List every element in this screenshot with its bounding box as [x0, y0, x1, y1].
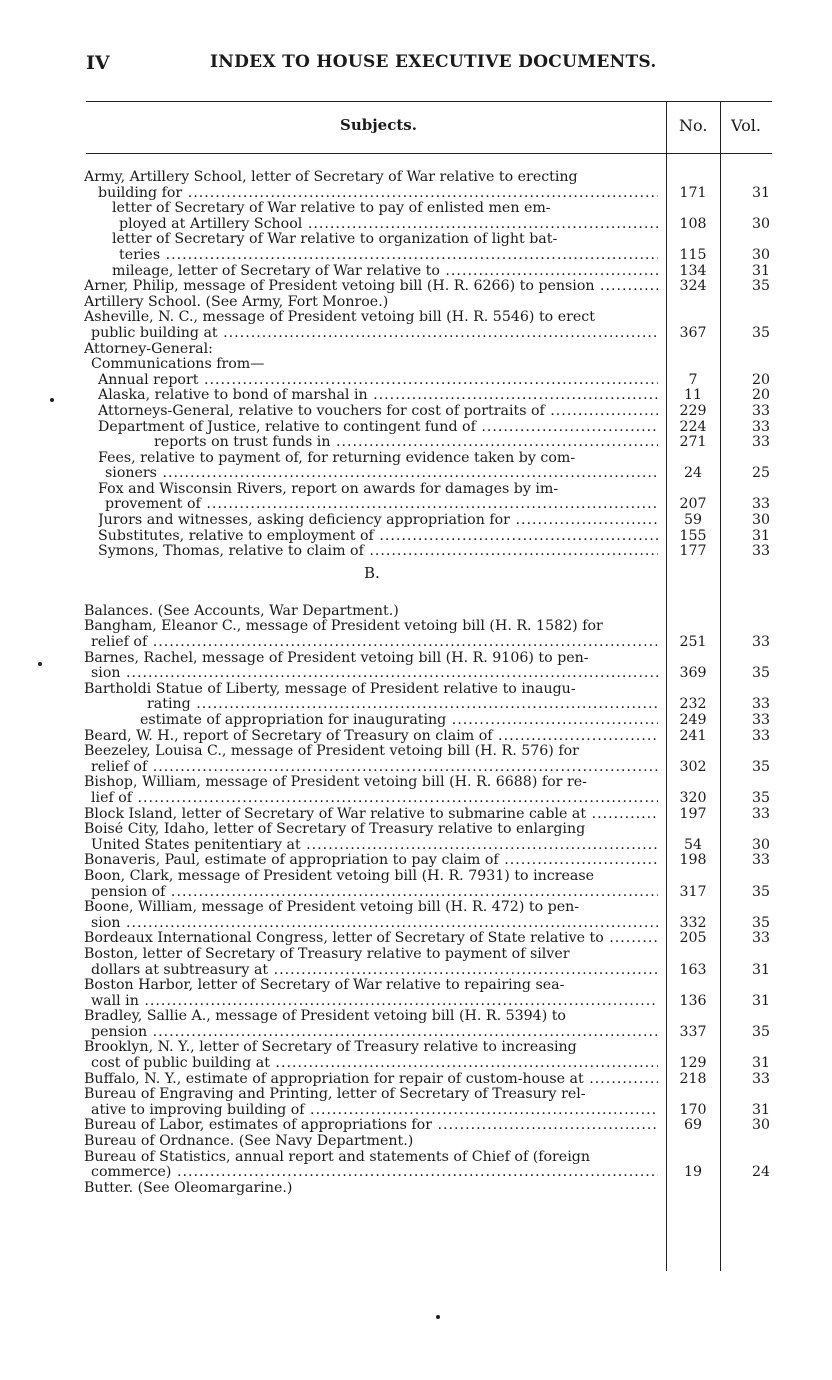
entry-text: Beard, W. H., report of Secretary of Treasury on claim of .....: [84, 729, 658, 745]
index-line: [84, 651, 774, 667]
document-number: 317: [679, 883, 707, 900]
entry-text: Jurors and witnesses, asking deficiency appropriation for .....: [98, 513, 658, 529]
index-line: [84, 529, 774, 545]
top-rule: [86, 101, 772, 102]
volume-number: 33: [751, 634, 771, 651]
entry-text: Bureau of Ordnance. (See Navy Department.): [84, 1134, 414, 1150]
index-line: [84, 1150, 774, 1166]
entry-text: Butter. (See Oleomargarine.): [84, 1180, 293, 1196]
index-line: [84, 791, 774, 807]
entry-text: dollars at subtreasury at .....: [91, 963, 658, 979]
volume-number: 35: [751, 324, 771, 341]
section-heading: [84, 560, 774, 590]
volume-number: 33: [751, 805, 771, 822]
entry-text: Boston, letter of Secretary of Treasury relative to payment of silver: [84, 946, 570, 962]
entry-text: mileage, letter of Secretary of War relative to .....: [112, 264, 658, 280]
entry-text: Department of Justice, relative to contingent fund of .....: [98, 420, 658, 436]
entry-text: building for .....: [98, 186, 658, 202]
margin-dot: [436, 1315, 440, 1319]
entry-text: Annual report .....: [98, 373, 658, 389]
index-line: [84, 342, 774, 358]
entry-text: Bordeaux International Congress, letter of Secretary of State relative to .....: [84, 931, 658, 947]
volume-number: 33: [751, 930, 771, 947]
volume-number: 33: [751, 496, 771, 513]
index-line: [84, 760, 774, 776]
volume-number: 31: [751, 961, 771, 978]
index-line: [84, 853, 774, 869]
index-line: [84, 1165, 774, 1181]
index-line: [84, 279, 774, 295]
volume-number: 33: [751, 712, 771, 728]
entry-text: letter of Secretary of War relative to organization of light bat-: [112, 232, 558, 248]
index-line: [84, 248, 774, 264]
index-line: [84, 1134, 774, 1150]
index-line: [84, 931, 774, 947]
entry-text: Bangham, Eleanor C., message of President vetoing bill (H. R. 1582) for: [84, 619, 603, 635]
volume-number: 30: [751, 1117, 771, 1134]
entry-text: Bonaveris, Paul, estimate of appropriation to pay claim of .....: [84, 853, 658, 869]
document-number: 271: [679, 434, 707, 451]
document-number: 229: [679, 402, 707, 419]
vol-column-header: Vol.: [731, 116, 761, 135]
volume-number: 31: [751, 262, 771, 279]
volume-number: 33: [751, 852, 771, 869]
document-number: 155: [679, 527, 707, 544]
index-line: [84, 1087, 774, 1103]
entry-text: Bradley, Sallie A., message of President vetoing bill (H. R. 5394) to: [84, 1009, 566, 1025]
index-line: [84, 713, 774, 729]
index-line: [84, 1118, 774, 1134]
index-line: [84, 869, 774, 885]
index-line: [84, 838, 774, 854]
index-line: [84, 497, 774, 513]
index-line: [84, 963, 774, 979]
document-number: 332: [679, 914, 707, 931]
entry-text: Symons, Thomas, relative to claim of .....: [98, 544, 658, 560]
document-number: 369: [679, 665, 707, 682]
volume-number: 33: [751, 402, 771, 419]
document-number: 136: [679, 992, 707, 1009]
document-number: 249: [679, 712, 707, 728]
entry-text: Attorneys-General, relative to vouchers for cost of portraits of .....: [98, 404, 658, 420]
entry-text: Asheville, N. C., message of President vetoing bill (H. R. 5546) to erect: [84, 310, 595, 326]
index-line: [84, 1072, 774, 1088]
document-number: 59: [683, 512, 703, 529]
volume-number: 33: [751, 696, 771, 713]
index-line: [84, 466, 774, 482]
entry-text: Bartholdi Statue of Liberty, message of President relative to inaugu-: [84, 681, 576, 697]
volume-number: 31: [751, 184, 771, 201]
entry-text: Block Island, letter of Secretary of War relative to submarine cable at .....: [84, 807, 658, 823]
entry-text: Alaska, relative to bond of marshal in .....: [98, 388, 658, 404]
entry-text: pension .....: [91, 1025, 658, 1041]
entry-text: United States penitentiary at .....: [91, 838, 658, 854]
volume-number: 31: [751, 1055, 771, 1072]
index-line: [84, 1025, 774, 1041]
no-column-header: No.: [679, 116, 708, 135]
document-number: 320: [679, 789, 707, 806]
volume-number: 35: [751, 789, 771, 806]
document-number: 115: [679, 246, 707, 263]
entry-text: Bureau of Engraving and Printing, letter of Secretary of Treasury rel-: [84, 1087, 586, 1103]
volume-number: 33: [751, 727, 771, 744]
index-line: [84, 451, 774, 467]
document-number: 24: [683, 465, 703, 482]
index-line: [84, 604, 774, 620]
entry-text: sioners .....: [105, 466, 658, 482]
document-number: 198: [679, 852, 707, 869]
volume-number: 30: [751, 215, 771, 232]
index-line: [84, 310, 774, 326]
entry-text: wall in .....: [91, 994, 658, 1010]
index-line: [84, 217, 774, 233]
header-bottom-rule: [86, 153, 772, 154]
volume-number: 33: [751, 418, 771, 435]
entry-text: ative to improving building of .....: [91, 1103, 658, 1119]
index-line: [84, 404, 774, 420]
volume-number: 35: [751, 665, 771, 682]
entry-text: ployed at Artillery School .....: [119, 217, 658, 233]
index-line: [84, 682, 774, 698]
document-number: 134: [679, 262, 707, 279]
entry-text: Artillery School. (See Army, Fort Monroe.): [84, 294, 389, 310]
entry-text: sion .....: [91, 666, 658, 682]
volume-number: 30: [751, 246, 771, 263]
index-line: [84, 513, 774, 529]
entry-text: Beezeley, Louisa C., message of President vetoing bill (H. R. 576) for: [84, 744, 579, 760]
document-number: 251: [679, 634, 707, 651]
document-number: 129: [679, 1055, 707, 1072]
volume-number: 33: [751, 434, 771, 451]
entry-text: Boone, William, message of President vetoing bill (H. R. 472) to pen-: [84, 900, 580, 916]
index-line: [84, 900, 774, 916]
document-number: 224: [679, 418, 707, 435]
document-number: 7: [688, 371, 698, 388]
document-number: 197: [679, 805, 707, 822]
document-number: 108: [679, 215, 707, 232]
volume-number: 30: [751, 836, 771, 853]
entry-text: Army, Artillery School, letter of Secretary of War relative to erecting: [84, 170, 578, 185]
entry-text: Buffalo, N. Y., estimate of appropriation for repair of custom-house at .....: [84, 1072, 658, 1088]
index-line: [84, 232, 774, 248]
margin-dot: [50, 398, 54, 402]
index-line: [84, 885, 774, 901]
index-line: [84, 619, 774, 635]
entry-text: reports on trust funds in .....: [154, 435, 658, 451]
entry-text: lief of .....: [91, 791, 658, 807]
page-number: IV: [86, 52, 110, 74]
index-line: [84, 822, 774, 838]
document-number: 302: [679, 758, 707, 775]
index-line: [84, 170, 774, 186]
document-number: 170: [679, 1101, 707, 1118]
volume-number: 31: [751, 1101, 771, 1118]
volume-number: 35: [751, 914, 771, 931]
index-line: [84, 729, 774, 745]
volume-number: 30: [751, 512, 771, 529]
document-number: 337: [679, 1023, 707, 1040]
entry-text: teries .....: [119, 248, 658, 264]
entry-text: provement of .....: [105, 497, 658, 513]
entry-text: Bureau of Statistics, annual report and statements of Chief of (foreign: [84, 1149, 590, 1165]
index-entries: [84, 170, 774, 1196]
entry-text: commerce) .....: [91, 1165, 658, 1181]
index-line: [84, 420, 774, 436]
entry-text: Bishop, William, message of President vetoing bill (H. R. 6688) for re-: [84, 775, 587, 791]
index-line: [84, 326, 774, 342]
index-line: [84, 666, 774, 682]
entry-text: Brooklyn, N. Y., letter of Secretary of Treasury relative to increasing: [84, 1040, 577, 1056]
volume-number: 35: [751, 278, 771, 295]
index-line: [84, 807, 774, 823]
index-line: [84, 775, 774, 791]
index-line: [84, 357, 774, 373]
volume-number: 31: [751, 992, 771, 1009]
document-number: 177: [679, 543, 707, 560]
document-number: 367: [679, 324, 707, 341]
document-number: 54: [683, 836, 703, 853]
volume-number: 25: [751, 465, 771, 482]
entry-text: Communications from—: [91, 357, 265, 373]
index-line: [84, 697, 774, 713]
index-line: [84, 635, 774, 651]
index-line: [84, 1056, 774, 1072]
volume-number: 35: [751, 758, 771, 775]
document-number: 218: [679, 1070, 707, 1087]
entry-text: estimate of appropriation for inaugurating .....: [140, 713, 658, 729]
index-line: [84, 1181, 774, 1197]
index-line: [84, 186, 774, 202]
entry-text: public building at .....: [91, 326, 658, 342]
index-line: [84, 744, 774, 760]
document-number: 163: [679, 961, 707, 978]
entry-text: Balances. (See Accounts, War Department.): [84, 603, 399, 619]
entry-text: Attorney-General:: [84, 341, 213, 357]
section-letter: B.: [364, 563, 380, 582]
volume-number: 33: [751, 543, 771, 560]
document-number: 241: [679, 727, 707, 744]
entry-text: Boisé City, Idaho, letter of Secretary of Treasury relative to enlarging: [84, 822, 586, 838]
index-line: [84, 264, 774, 280]
entry-text: Boston Harbor, letter of Secretary of War relative to repairing sea-: [84, 978, 565, 994]
entry-text: relief of .....: [91, 760, 658, 776]
document-number: 69: [683, 1117, 703, 1134]
document-number: 171: [679, 184, 707, 201]
document-number: 11: [683, 387, 703, 404]
entry-text: Arner, Philip, message of President vetoing bill (H. R. 6266) to pension .....: [84, 279, 658, 295]
index-line: [84, 295, 774, 311]
index-line: [84, 373, 774, 389]
subjects-column-header: Subjects.: [340, 116, 417, 134]
volume-number: 20: [751, 371, 771, 388]
entry-text: Substitutes, relative to employment of .....: [98, 529, 658, 545]
document-number: 232: [679, 696, 707, 713]
volume-number: 31: [751, 527, 771, 544]
entry-text: cost of public building at .....: [91, 1056, 658, 1072]
index-line: [84, 978, 774, 994]
index-line: [84, 994, 774, 1010]
volume-number: 20: [751, 387, 771, 404]
volume-number: 35: [751, 883, 771, 900]
volume-number: 35: [751, 1023, 771, 1040]
entry-text: Fox and Wisconsin Rivers, report on awards for damages by im-: [98, 481, 559, 497]
entry-text: Bureau of Labor, estimates of appropriations for .....: [84, 1118, 658, 1134]
entry-text: Barnes, Rachel, message of President vetoing bill (H. R. 9106) to pen-: [84, 650, 589, 666]
entry-text: letter of Secretary of War relative to pay of enlisted men em-: [112, 201, 551, 217]
document-number: 207: [679, 496, 707, 513]
entry-text: Boon, Clark, message of President vetoing bill (H. R. 7931) to increase: [84, 868, 595, 884]
document-number: 205: [679, 930, 707, 947]
index-line: [84, 482, 774, 498]
document-number: 19: [683, 1164, 703, 1181]
index-line: [84, 388, 774, 404]
document-number: 324: [679, 278, 707, 295]
entry-text: Fees, relative to payment of, for returning evidence taken by com-: [98, 450, 576, 466]
index-line: [84, 544, 774, 560]
volume-number: 33: [751, 1070, 771, 1087]
entry-text: relief of .....: [91, 635, 658, 651]
index-line: [84, 1040, 774, 1056]
page-header: [86, 52, 666, 82]
entry-text: pension of .....: [91, 885, 658, 901]
index-line: [84, 1009, 774, 1025]
index-line: [84, 201, 774, 217]
entry-text: rating .....: [147, 697, 658, 713]
index-line: [84, 947, 774, 963]
volume-number: 24: [751, 1164, 771, 1181]
page-title: INDEX TO HOUSE EXECUTIVE DOCUMENTS.: [210, 52, 657, 72]
index-line: [84, 435, 774, 451]
index-line: [84, 1103, 774, 1119]
index-line: [84, 916, 774, 932]
margin-dot: [38, 662, 42, 666]
entry-text: sion .....: [91, 916, 658, 932]
